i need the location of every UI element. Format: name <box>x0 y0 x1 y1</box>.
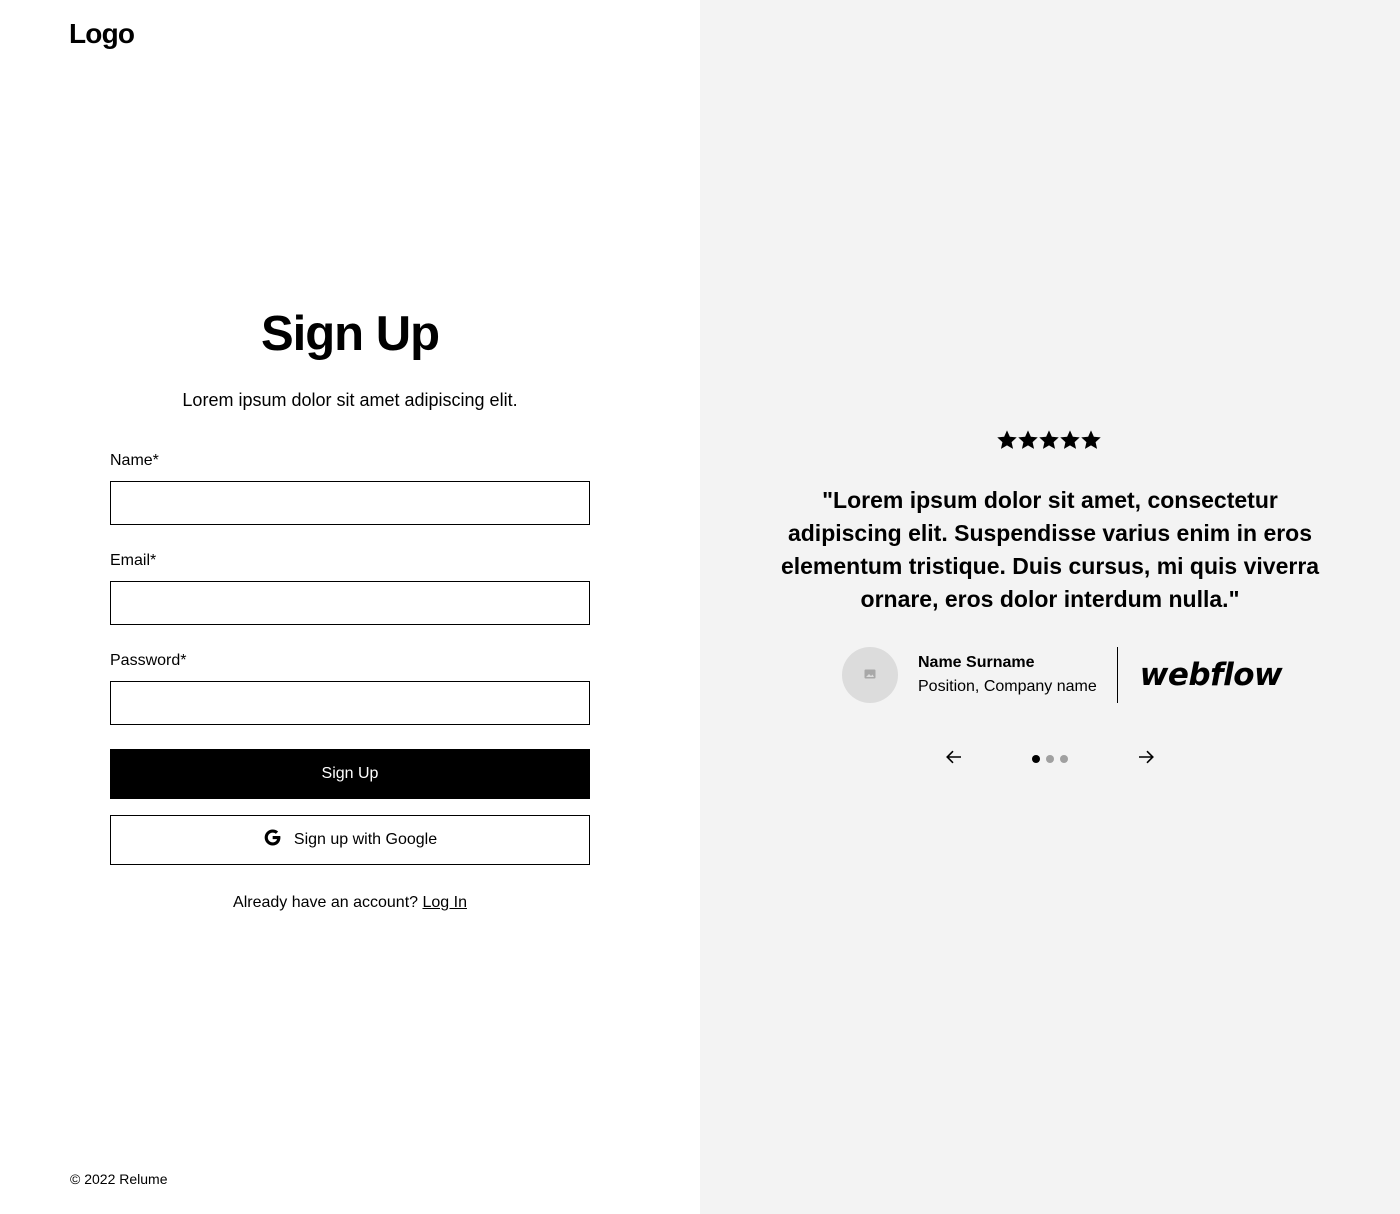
password-input[interactable] <box>110 681 590 725</box>
arrow-left-icon <box>945 748 963 771</box>
image-icon <box>864 666 876 684</box>
name-input[interactable] <box>110 481 590 525</box>
email-field-group <box>110 549 590 625</box>
email-input[interactable] <box>110 581 590 625</box>
google-icon <box>263 828 282 852</box>
company-logo: webflow <box>1139 657 1283 693</box>
star-icon <box>1020 429 1039 456</box>
slide-dots <box>1032 755 1068 763</box>
page-title: Sign Up <box>260 307 440 361</box>
login-prompt: Already have an account? <box>233 894 419 911</box>
name-field-group <box>110 449 590 525</box>
star-icon <box>1062 429 1081 456</box>
star-icon <box>1041 429 1060 456</box>
arrow-right-icon <box>1137 748 1155 771</box>
logo[interactable]: Logo <box>69 18 135 49</box>
login-prompt-row <box>110 891 590 915</box>
star-icon <box>1083 429 1102 456</box>
google-button-label: Sign up with Google <box>293 831 438 848</box>
author-name: Name Surname <box>918 654 1035 671</box>
sign-up-button[interactable]: Sign Up <box>110 749 590 799</box>
slide-dot-2[interactable] <box>1046 755 1054 763</box>
login-link[interactable]: Log In <box>422 894 467 911</box>
slider-nav <box>942 747 1158 771</box>
signup-form <box>110 304 590 915</box>
name-label: Name* <box>110 452 159 469</box>
previous-slide-button[interactable] <box>942 747 966 771</box>
star-icon <box>999 429 1018 456</box>
copyright: © 2022 Relume <box>70 1171 168 1187</box>
author-position: Position, Company name <box>918 678 1097 695</box>
page-subtitle: Lorem ipsum dolor sit amet adipiscing elit. <box>182 390 518 410</box>
testimonial-author <box>842 647 1282 703</box>
author-info <box>918 651 1097 699</box>
password-field-group <box>110 649 590 725</box>
testimonial-panel <box>700 0 1400 1214</box>
password-label: Password* <box>110 652 187 669</box>
avatar <box>842 647 898 703</box>
next-slide-button[interactable] <box>1134 747 1158 771</box>
slide-dot-1[interactable] <box>1032 755 1040 763</box>
google-sign-up-button[interactable] <box>110 815 590 865</box>
slide-dot-3[interactable] <box>1060 755 1068 763</box>
vertical-divider <box>1117 647 1118 703</box>
testimonial-quote: "Lorem ipsum dolor sit amet, consectetur adipiscing elit. Suspendisse varius enim in eros elementum tristique. Duis cursus, mi quis viverra ornare, eros dolor interdum nulla." <box>780 487 1320 612</box>
email-label: Email* <box>110 552 157 569</box>
rating-stars <box>700 429 1400 456</box>
